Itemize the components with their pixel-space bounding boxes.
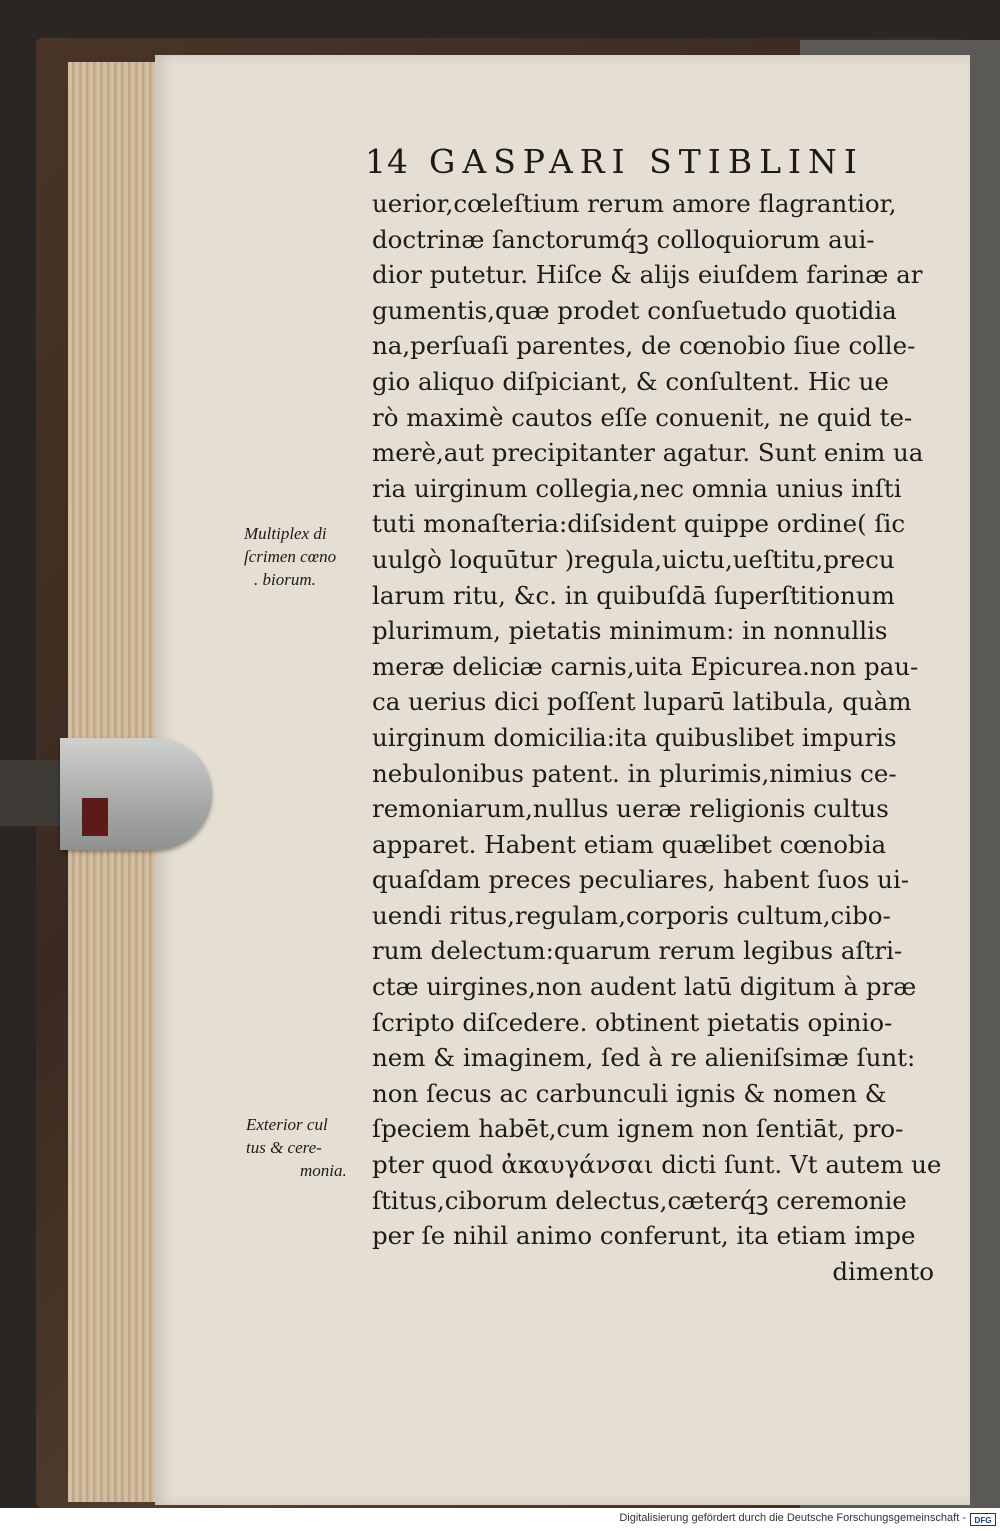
text-line: ſcripto diſcedere. obtinent pietatis opinio- xyxy=(372,1007,893,1037)
note-line: monia. xyxy=(300,1161,347,1180)
note-line: ſcrimen cœno xyxy=(244,547,337,566)
text-line: doctrinæ ſanctorumq́ꝫ colloquiorum aui- xyxy=(372,224,875,254)
clasp-mark xyxy=(82,798,108,836)
text-line: per ſe nihil animo conferunt, ita etiam impe xyxy=(372,1221,916,1251)
text-line: uirginum domicilia:ita quibuslibet impuris xyxy=(372,722,897,752)
text-line: pter quod ἀκαυγάνσαι dicti ſunt. Vt autem ue xyxy=(372,1150,942,1180)
running-head xyxy=(365,142,935,181)
text-line: larum ritu, &c. in quibuſdā ſuperſtitionum xyxy=(372,580,895,610)
catchword: dimento xyxy=(832,1256,934,1286)
note-line: Exterior cul xyxy=(246,1115,328,1134)
text-line: ca uerius dici poſſent luparū latibula, quàm xyxy=(372,687,912,717)
text-line: quaſdam preces peculiares, habent ſuos ui- xyxy=(372,865,910,895)
text-line: rum delectum:quarum rerum legibus aſtri- xyxy=(372,936,903,966)
marginal-note-exterior xyxy=(246,1113,347,1182)
text-line: ria uirginum collegia,nec omnia unius inſti xyxy=(372,473,902,503)
text-line: tuti monaſteria:diſsident quippe ordine( ſic xyxy=(372,509,906,539)
note-line: . biorum. xyxy=(254,570,316,589)
text-line: merè,aut precipitanter agatur. Sunt enim ua xyxy=(372,438,924,468)
page-number: 14 xyxy=(365,142,409,181)
note-line: tus & cere- xyxy=(246,1138,322,1157)
text-line: nem & imaginem, ſed à re alieniſsimæ ſunt: xyxy=(372,1043,916,1073)
text-line: dior putetur. Hiſce & alijs eiuſdem farinæ ar xyxy=(372,260,923,290)
text-line: ſtitus,ciborum delectus,cæterq́ꝫ ceremonie xyxy=(372,1185,907,1215)
text-line: gumentis,quæ prodet conſuetudo quotidia xyxy=(372,295,897,325)
running-title: GASPARI STIBLINI xyxy=(429,142,864,181)
text-line: uerior,cœleſtium rerum amore flagrantior, xyxy=(372,189,897,218)
text-line: uendi ritus,regulam,corporis cultum,cibo- xyxy=(372,900,891,930)
note-line: Multiplex di xyxy=(244,524,327,543)
text-line: ctæ uirgines,non audent latū digitum à præ xyxy=(372,972,917,1002)
text-line: remoniarum,nullus ueræ religionis cultus xyxy=(372,794,889,824)
text-line: uulgò loquūtur )regula,uictu,ueſtitu,precu xyxy=(372,544,895,574)
dfg-logo: DFG xyxy=(970,1513,996,1526)
text-line: nebulonibus patent. in plurimis,nimius ce- xyxy=(372,758,897,788)
text-line: meræ deliciæ carnis,uita Epicurea.non pau- xyxy=(372,651,919,681)
text-line: ſpeciem habēt,cum ignem non ſentiāt, pro- xyxy=(372,1114,904,1144)
marginal-note-multiplex xyxy=(244,522,336,591)
footer-bar xyxy=(0,1508,1000,1531)
footer-credit: Digitalisierung gefördert durch die Deutsche Forschungsgemeinschaft - xyxy=(619,1512,966,1524)
text-line: apparet. Habent etiam quælibet cœnobia xyxy=(372,829,887,859)
text-line: rò maximè cautos eſſe conuenit, ne quid te- xyxy=(372,402,913,432)
body-text xyxy=(372,186,942,1289)
text-line: non ſecus ac carbunculi ignis & nomen & xyxy=(372,1078,887,1108)
text-line: na,perſuaſi parentes, de cœnobio ſiue colle- xyxy=(372,331,916,361)
text-line: plurimum, pietatis minimum: in nonnullis xyxy=(372,616,888,646)
text-line: gio aliquo diſpiciant, & conſultent. Hic ue xyxy=(372,366,889,396)
